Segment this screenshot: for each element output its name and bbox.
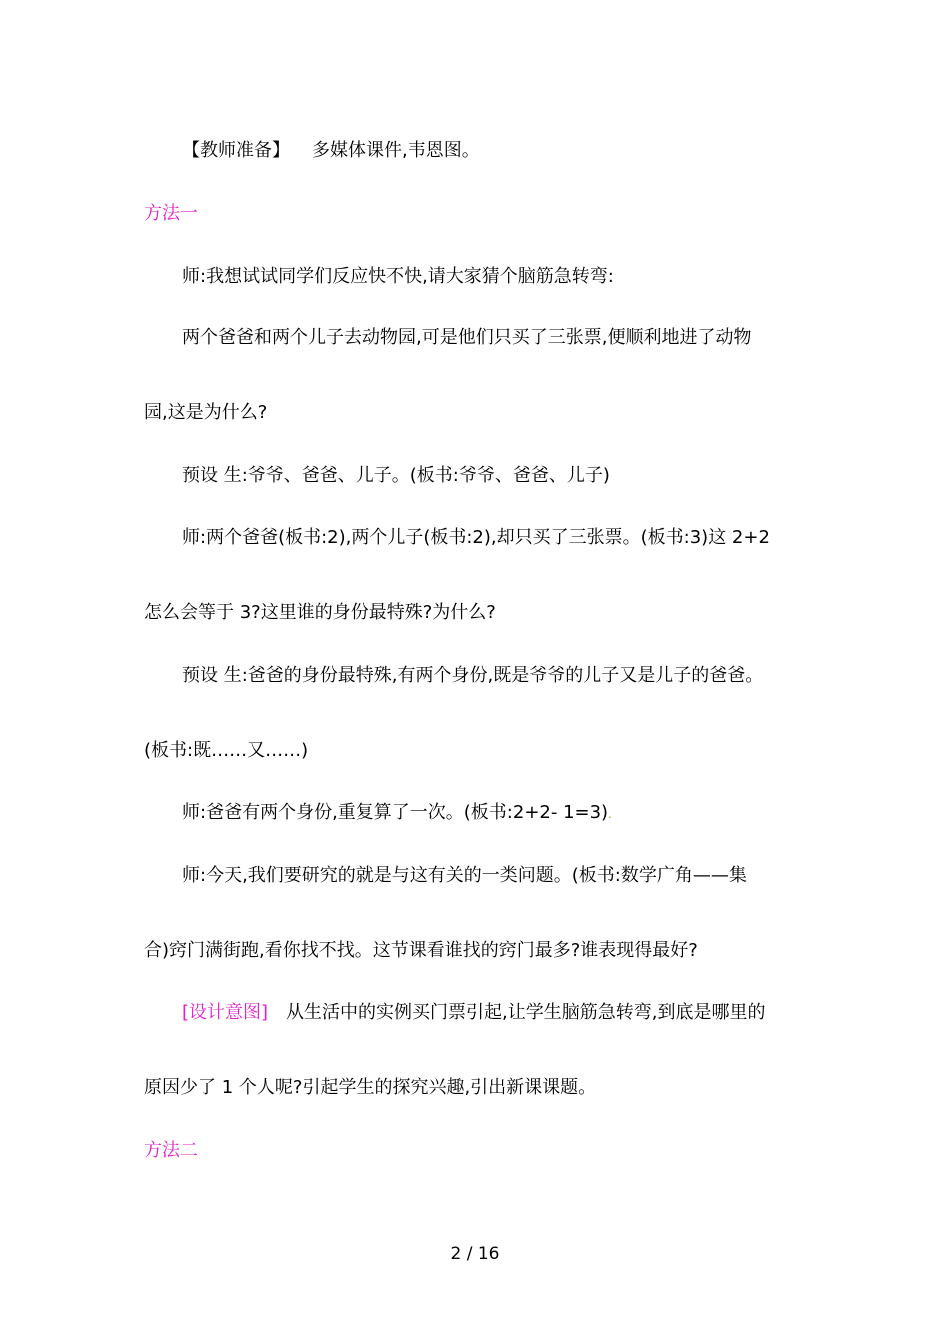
paragraph-riddle-line-1: 两个爸爸和两个儿子去动物园,可是他们只买了三张票,便顺利地进了动物 bbox=[182, 327, 752, 348]
paragraph-preset-identity-line-2: (板书:既……又……) bbox=[144, 740, 309, 761]
paragraph-teacher-count-line-1: 师:两个爸爸(板书:2),两个儿子(板书:2),却只买了三张票。(板书:3)这 2+2 bbox=[182, 527, 770, 548]
paragraph-teacher-count-line-2: 怎么会等于 3?这里谁的身份最特殊?为什么? bbox=[144, 602, 496, 623]
paragraph-mark: . bbox=[608, 807, 612, 821]
paragraph-teacher-riddle: 师:我想试试同学们反应快不快,请大家猜个脑筋急转弯: bbox=[182, 266, 614, 287]
design-intent-line-1 bbox=[182, 1000, 766, 1026]
teacher-prep-line bbox=[182, 138, 480, 164]
paragraph-riddle-line-2: 园,这是为什么? bbox=[144, 402, 268, 423]
paragraph-preset-identity-line-1: 预设 生:爸爸的身份最特殊,有两个身份,既是爷爷的儿子又是儿子的爸爸。 bbox=[182, 665, 764, 686]
method-two-heading: 方法二 bbox=[144, 1140, 198, 1161]
teacher-prep-label: 【教师准备】 bbox=[182, 140, 290, 161]
paragraph-teacher-repeat-text: 师:爸爸有两个身份,重复算了一次。(板书:2+2- 1=3) bbox=[182, 802, 609, 823]
paragraph-teacher-repeat bbox=[182, 800, 612, 827]
paragraph-teacher-topic-line-1: 师:今天,我们要研究的就是与这有关的一类问题。(板书:数学广角——集 bbox=[182, 865, 747, 886]
design-intent-text-1: 从生活中的实例买门票引起,让学生脑筋急转弯,到底是哪里的 bbox=[286, 1002, 766, 1023]
design-intent-line-2: 原因少了 1 个人呢?引起学生的探究兴趣,引出新课课题。 bbox=[144, 1077, 597, 1098]
design-intent-label: [设计意图] bbox=[182, 1002, 269, 1023]
paragraph-teacher-topic-line-2: 合)窍门满街跑,看你找不找。这节课看谁找的窍门最多?谁表现得最好? bbox=[144, 940, 698, 961]
teacher-prep-text: 多媒体课件,韦恩图。 bbox=[312, 140, 480, 161]
method-one-heading: 方法一 bbox=[144, 203, 198, 224]
paragraph-preset-answer: 预设 生:爷爷、爸爸、儿子。(板书:爷爷、爸爸、儿子) bbox=[182, 465, 610, 486]
page-number: 2 / 16 bbox=[450, 1244, 500, 1264]
